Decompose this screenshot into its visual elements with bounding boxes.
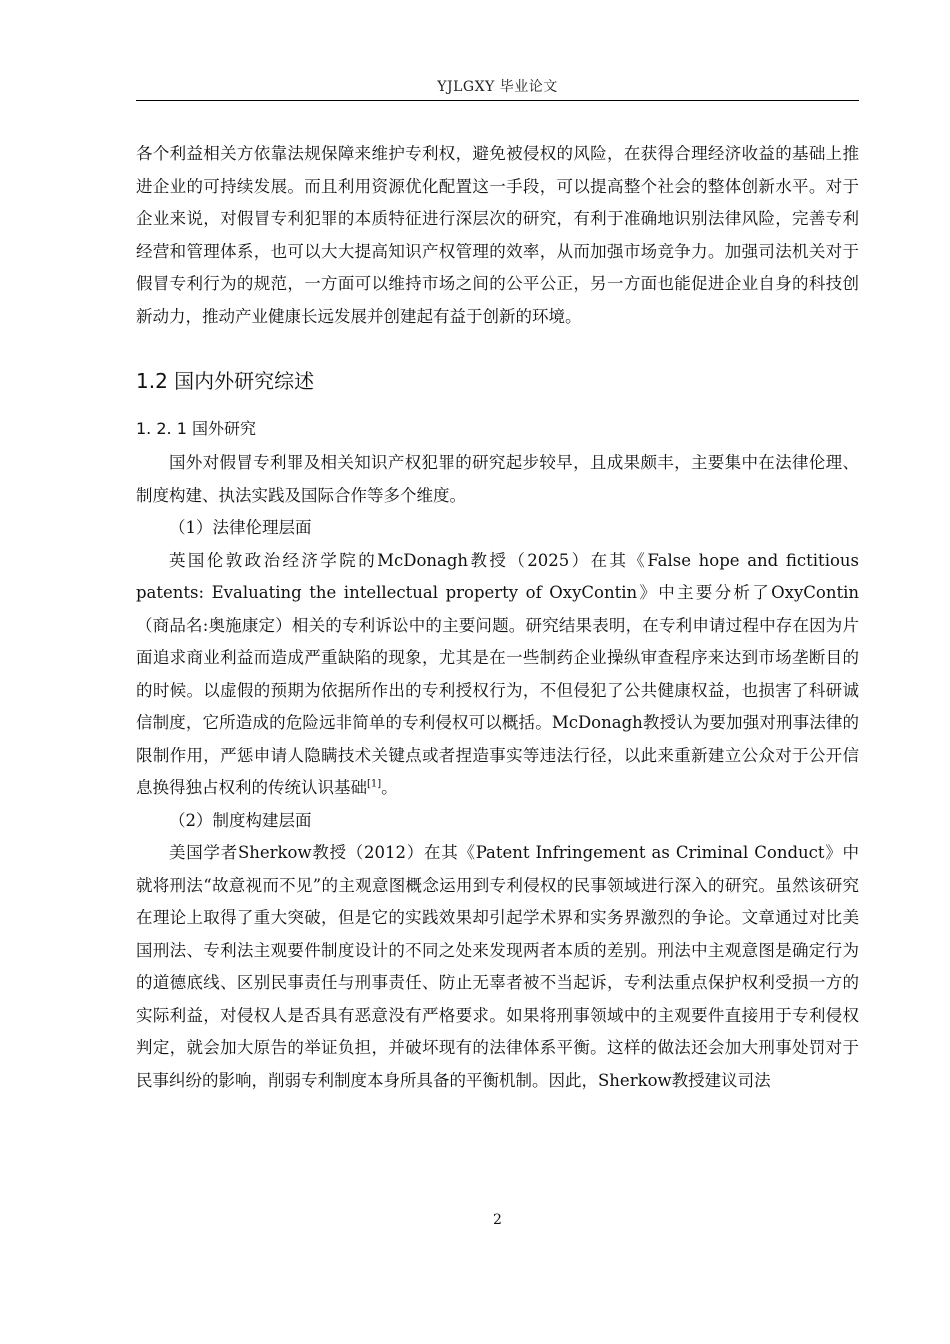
paragraph-mcdonagh-text: 英国伦敦政治经济学院的McDonagh教授（2025）在其《False hope and fictitious patents: Evaluating the intellectual property of OxyContin》中主要分析了OxyContin（商品名:奥施康定）相关的专利诉讼中的主要问题。研究结果表明，在专利申请过程中存在因为片面追求商业利益而造成严重缺陷的现象，尤其是在一些制药企业操纵审查程序来达到市场垄断目的的时候。以虚假的预期为依据所作出的专利授权行为，不但侵犯了公共健康权益，也损害了科研诚信制度，它所造成的危险远非简单的专利侵权可以概括。McDonagh教授认为要加强对刑事法律的限制作用，严惩申请人隐瞒技术关键点或者捏造事实等违法行径，以此来重新建立公众对于公开信息换得独占权利的传统认识基础 (136, 550, 859, 797)
page-number: 2 (493, 1212, 502, 1228)
paragraph-sherkow: 美国学者Sherkow教授（2012）在其《Patent Infringement as Criminal Conduct》中就将刑法“故意视而不见”的主观意图概念运用到专利侵权的民事领域进行深入的研究。虽然该研究在理论上取得了重大突破，但是它的实践效果却引起学术界和实务界激烈的争论。文章通过对比美国刑法、专利法主观要件制度设计的不同之处来发现两者本质的差别。刑法中主观意图是确定行为的道德底线、区别民事责任与刑事责任、防止无辜者被不当起诉，专利法重点保护权利受损一方的实际利益，对侵权人是否具有恶意没有严格要求。如果将刑事领域中的主观要件直接用于专利侵权判定，就会加大原告的举证负担，并破坏现有的法律体系平衡。这样的做法还会加大刑事处罚对于民事纠纷的影响，削弱专利制度本身所具备的平衡机制。因此，Sherkow教授建议司法 (136, 843, 859, 1090)
subsection-heading: 1. 2. 1 国外研究 (136, 419, 256, 438)
subheading-legal-ethics: （1）法律伦理层面 (169, 518, 312, 537)
paragraph-mcdonagh (136, 545, 859, 805)
citation-ref-1[interactable]: [1] (367, 778, 382, 790)
paragraph-foreign-overview: 国外对假冒专利罪及相关知识产权犯罪的研究起步较早，且成果颇丰，主要集中在法律伦理、制度构建、执法实践及国际合作等多个维度。 (136, 453, 859, 505)
page-header: YJLGXY 毕业论文 (437, 79, 558, 95)
paragraph-intro-continuation: 各个利益相关方依靠法规保障来维护专利权，避免被侵权的风险，在获得合理经济收益的基础上推进企业的可持续发展。而且利用资源优化配置这一手段，可以提高整个社会的整体创新水平。对于企业来说，对假冒专利犯罪的本质特征进行深层次的研究，有利于准确地识别法律风险，完善专利经营和管理体系，也可以大大提高知识产权管理的效率，从而加强市场竞争力。加强司法机关对于假冒专利行为的规范，一方面可以维持市场之间的公平公正，另一方面也能促进企业自身的科技创新动力，推动产业健康长远发展并创建起有益于创新的环境。 (136, 144, 859, 326)
subheading-institutional: （2）制度构建层面 (169, 810, 312, 830)
header-rule (136, 100, 859, 101)
paragraph-mcdonagh-end: 。 (381, 778, 398, 797)
document-body (136, 138, 859, 1097)
section-heading: 1.2 国内外研究综述 (136, 369, 315, 393)
